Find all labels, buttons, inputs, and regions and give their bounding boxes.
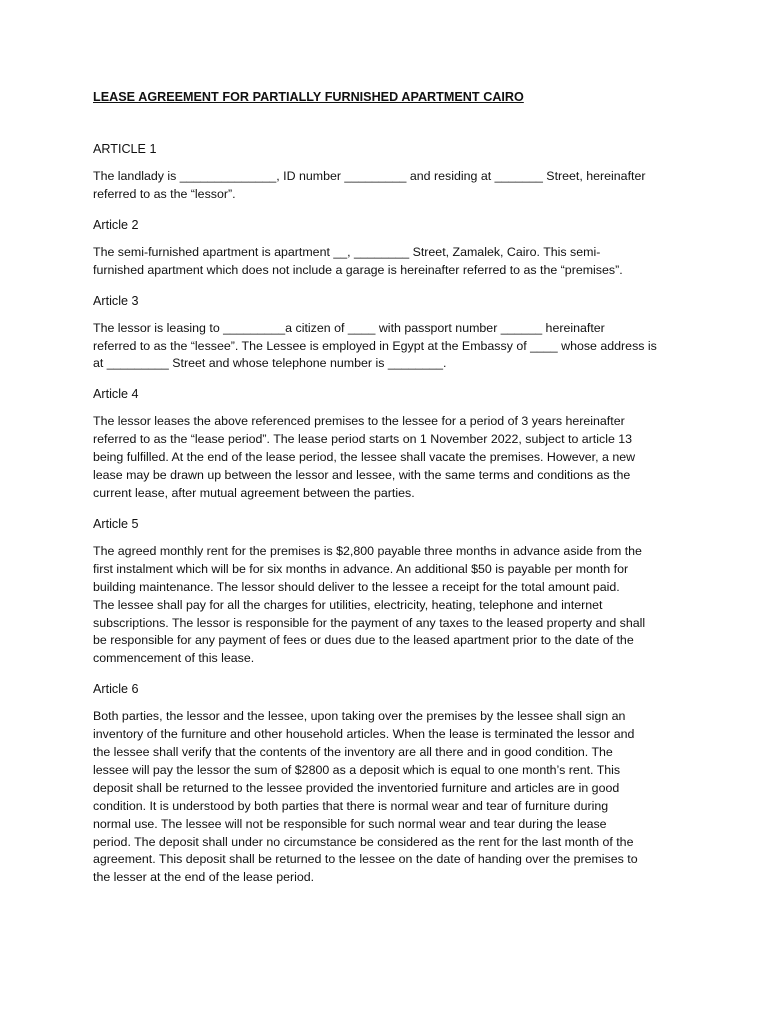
article-text-line: The lessor leases the above referenced premises to the lessee for a period of 3 years hereinafter <box>93 414 625 429</box>
article-1 <box>93 140 677 204</box>
article-3 <box>93 292 677 374</box>
article-6 <box>93 680 677 887</box>
article-body <box>93 168 677 204</box>
article-text-line: referred to as the “lease period”. The lease period starts on 1 November 2022, subject to article 13 <box>93 432 633 447</box>
article-text-line: The agreed monthly rent for the premises is $2,800 payable three months in advance aside from the <box>93 543 642 558</box>
document-title: LEASE AGREEMENT FOR PARTIALLY FURNISHED APARTMENT CAIRO <box>93 90 524 104</box>
article-text-line: The lessee shall pay for all the charges for utilities, electricity, heating, telephone and internet <box>93 597 603 612</box>
article-text-line: inventory of the furniture and other household articles. When the lease is terminated the lessor and <box>93 727 635 742</box>
document-page <box>93 88 677 899</box>
article-text-line: The semi-furnished apartment is apartment __, ________ Street, Zamalek, Cairo. This semi- <box>93 244 601 259</box>
article-text-line: lessee will pay the lessor the sum of $2800 as a deposit which is equal to one month’s rent. This <box>93 762 621 777</box>
article-text-line: being fulfilled. At the end of the lease period, the lessee shall vacate the premises. However, a new <box>93 450 636 465</box>
article-text-line: be responsible for any payment of fees or dues due to the leased apartment prior to the date of the <box>93 633 634 648</box>
article-text-line: building maintenance. The lessor should deliver to the lessee a receipt for the total amount paid. <box>93 579 620 594</box>
article-text-line: lease may be drawn up between the lessor and lessee, with the same terms and conditions as the <box>93 468 631 483</box>
article-heading: Article 2 <box>93 217 139 232</box>
article-5 <box>93 515 677 668</box>
article-text-line: at _________ Street and whose telephone number is ________. <box>93 356 447 371</box>
article-text-line: referred to as the “lessor”. <box>93 186 236 201</box>
article-body <box>93 543 677 668</box>
article-heading: Article 5 <box>93 516 139 531</box>
article-text-line: Both parties, the lessor and the lessee, upon taking over the premises by the lessee shall sign an <box>93 709 626 724</box>
article-text-line: subscriptions. The lessor is responsible for the payment of any taxes to the leased property and shall <box>93 615 646 630</box>
article-text-line: commencement of this lease. <box>93 651 255 666</box>
article-text-line: the lesser at the end of the lease period. <box>93 870 315 885</box>
articles-container <box>93 140 677 887</box>
article-text-line: condition. It is understood by both parties that there is normal wear and tear of furniture during <box>93 798 609 813</box>
article-body <box>93 320 677 374</box>
article-heading: Article 6 <box>93 682 139 697</box>
article-text-line: first instalment which will be for six months in advance. An additional $50 is payable per month for <box>93 561 629 576</box>
article-text-line: furnished apartment which does not include a garage is hereinafter referred to as the “premises”. <box>93 262 623 277</box>
article-text-line: the lessee shall verify that the contents of the inventory are all there and in good condition. The <box>93 745 613 760</box>
article-text-line: The landlady is ______________, ID number _________ and residing at _______ Street, hereinafter <box>93 169 646 183</box>
article-heading: Article 3 <box>93 293 139 308</box>
article-2 <box>93 216 677 280</box>
article-text-line: The lessor is leasing to _________a citizen of ____ with passport number ______ hereinafter <box>93 320 605 335</box>
article-4 <box>93 385 677 503</box>
article-text-line: referred to as the “lessee”. The Lessee is employed in Egypt at the Embassy of ____ whose address is <box>93 338 657 353</box>
article-body <box>93 244 677 280</box>
article-heading: ARTICLE 1 <box>93 142 157 156</box>
article-body <box>93 708 677 887</box>
article-body <box>93 413 677 503</box>
article-text-line: deposit shall be returned to the lessee provided the inventoried furniture and articles are in good <box>93 780 620 795</box>
article-heading: Article 4 <box>93 387 139 402</box>
article-text-line: period. The deposit shall under no circumstance be considered as the rent for the last month of the <box>93 834 634 849</box>
article-text-line: agreement. This deposit shall be returned to the lessee on the date of handing over the premises to <box>93 852 638 867</box>
article-text-line: current lease, after mutual agreement between the parties. <box>93 485 415 500</box>
article-text-line: normal use. The lessee will not be responsible for such normal wear and tear during the lease <box>93 816 607 831</box>
